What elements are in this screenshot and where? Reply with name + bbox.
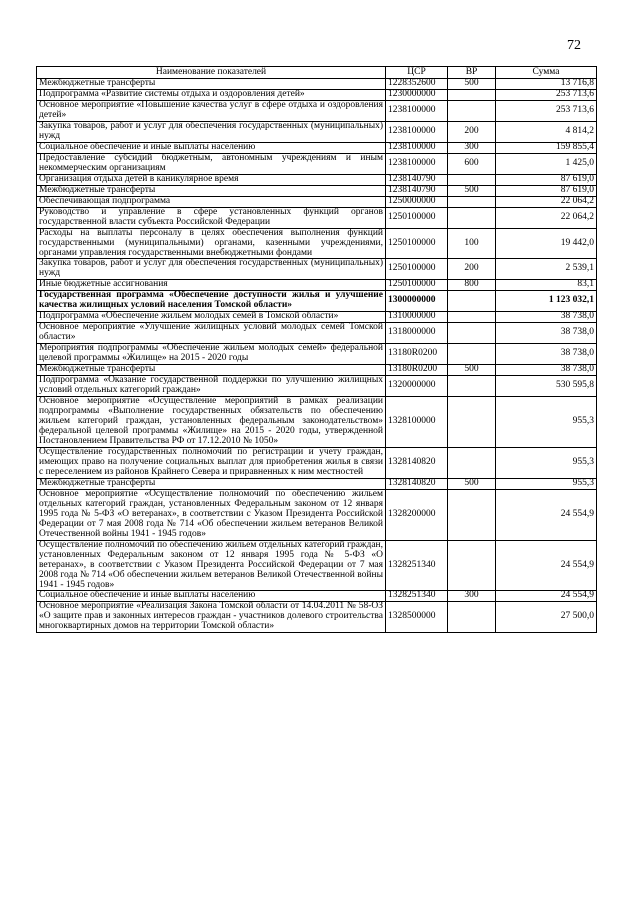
row-csr: 1250100000 (386, 228, 448, 259)
row-vr (448, 397, 496, 448)
table-row (37, 207, 597, 228)
row-vr (448, 489, 496, 540)
row-csr: 1328500000 (386, 602, 448, 633)
table-row (37, 259, 597, 280)
table-row (37, 397, 597, 448)
table-row (37, 228, 597, 259)
row-sum: 38 738,0 (496, 312, 597, 323)
row-sum: 955,3 (496, 397, 597, 448)
row-sum: 27 500,0 (496, 602, 597, 633)
row-name: Основное мероприятие «Реализация Закона Томской области от 14.04.2011 № 58-ОЗ «О защите прав и законных интересов граждан - участников долевого строительства многоквартирных домов на территории Томской области» (37, 602, 386, 633)
row-csr: 1318000000 (386, 323, 448, 344)
row-sum: 83,1 (496, 280, 597, 291)
row-vr (448, 174, 496, 185)
row-vr (448, 312, 496, 323)
row-vr (448, 100, 496, 121)
header-name: Наименование показателей (37, 67, 386, 79)
row-sum: 19 442,0 (496, 228, 597, 259)
row-name: Предоставление субсидий бюджетным, автономным учреждениям и иным некоммерческим организациям (37, 153, 386, 174)
row-name: Закупка товаров, работ и услуг для обеспечения государственных (муниципальных) нужд (37, 121, 386, 142)
row-name: Государственная программа «Обеспечение доступности жилья и улучшение качества жилищных условий населения Томской области» (37, 291, 386, 312)
row-sum: 38 738,0 (496, 344, 597, 365)
row-name: Руководство и управление в сфере установленных функций органов государственной власти субъекта Российской Федерации (37, 207, 386, 228)
row-vr (448, 602, 496, 633)
row-name: Организация отдыха детей в каникулярное время (37, 174, 386, 185)
row-name: Осуществление полномочий по обеспечению жильем отдельных категорий граждан, установленных Федеральным законом от 12 января 1995 года № 5-ФЗ «О ветеранах», в соответствии с Указом Президента Российской Федерации от 7 мая 2008 года № 714 «Об обеспечении жильем ветеранов Великой Отечественной войны 1941 - 1945 годов» (37, 540, 386, 591)
row-csr: 1328140820 (386, 447, 448, 478)
table-row (37, 100, 597, 121)
row-name: Подпрограмма «Обеспечение жильем молодых семей в Томской области» (37, 312, 386, 323)
row-name: Осуществление государственных полномочий по регистрации и учету граждан, имеющих право на получение социальных выплат для приобретения жилья в связи с переселением из районов Крайнего Севера и приравненных к ним местностей (37, 447, 386, 478)
row-vr (448, 447, 496, 478)
row-csr: 1310000000 (386, 312, 448, 323)
row-csr: 1250100000 (386, 259, 448, 280)
row-csr: 1228352600 (386, 79, 448, 90)
row-sum: 955,3 (496, 478, 597, 489)
row-name: Закупка товаров, работ и услуг для обеспечения государственных (муниципальных) нужд (37, 259, 386, 280)
row-csr: 1238140790 (386, 185, 448, 196)
row-sum: 1 425,0 (496, 153, 597, 174)
row-name: Подпрограмма «Развитие системы отдыха и оздоровления детей» (37, 89, 386, 100)
row-name: Иные бюджетные ассигнования (37, 280, 386, 291)
row-name: Межбюджетные трансферты (37, 478, 386, 489)
table-row (37, 121, 597, 142)
table-row (37, 89, 597, 100)
table-row (37, 540, 597, 591)
row-csr: 13180R0200 (386, 365, 448, 376)
row-vr: 300 (448, 591, 496, 602)
row-name: Социальное обеспечение и иные выплаты населению (37, 591, 386, 602)
row-vr (448, 323, 496, 344)
row-sum: 1 123 032,1 (496, 291, 597, 312)
row-name: Межбюджетные трансферты (37, 79, 386, 90)
row-vr (448, 376, 496, 397)
budget-table (36, 66, 597, 633)
row-csr: 1328251340 (386, 591, 448, 602)
row-vr: 500 (448, 478, 496, 489)
row-csr: 1328100000 (386, 397, 448, 448)
row-csr: 1238100000 (386, 153, 448, 174)
row-csr: 1320000000 (386, 376, 448, 397)
row-sum: 2 539,1 (496, 259, 597, 280)
row-sum: 530 595,8 (496, 376, 597, 397)
row-csr: 1328251340 (386, 540, 448, 591)
row-sum: 38 738,0 (496, 323, 597, 344)
row-vr: 100 (448, 228, 496, 259)
row-name: Основное мероприятие «Осуществление полномочий по обеспечению жильем отдельных категорий граждан, установленных Федеральным законом от 12 января 1995 года № 5-ФЗ «О ветеранах», в соответствии с Указом Президента Российской Федерации от 7 мая 2008 года № 714 «Об обеспечении жильем ветеранов Великой Отечественной войны 1941 - 1945 годов» (37, 489, 386, 540)
table-row (37, 196, 597, 207)
row-name: Мероприятия подпрограммы «Обеспечение жильем молодых семей» федеральной целевой программы «Жилище» на 2015 - 2020 годы (37, 344, 386, 365)
table-row (37, 376, 597, 397)
row-vr (448, 196, 496, 207)
row-sum: 22 064,2 (496, 207, 597, 228)
row-sum: 24 554,9 (496, 591, 597, 602)
table-header-row (37, 67, 597, 79)
row-vr: 800 (448, 280, 496, 291)
row-vr (448, 540, 496, 591)
row-csr: 1250100000 (386, 280, 448, 291)
row-vr: 200 (448, 121, 496, 142)
row-sum: 24 554,9 (496, 489, 597, 540)
row-vr: 500 (448, 365, 496, 376)
table-row (37, 153, 597, 174)
row-csr: 1300000000 (386, 291, 448, 312)
row-vr: 200 (448, 259, 496, 280)
row-name: Социальное обеспечение и иные выплаты населению (37, 142, 386, 153)
row-csr: 1238100000 (386, 100, 448, 121)
row-name: Обеспечивающая подпрограмма (37, 196, 386, 207)
table-row (37, 344, 597, 365)
row-name: Межбюджетные трансферты (37, 185, 386, 196)
row-csr: 1250100000 (386, 207, 448, 228)
row-csr: 1238100000 (386, 142, 448, 153)
row-sum: 38 738,0 (496, 365, 597, 376)
row-vr (448, 89, 496, 100)
row-name: Основное мероприятие «Улучшение жилищных условий молодых семей Томской области» (37, 323, 386, 344)
table-row (37, 478, 597, 489)
row-csr: 1238140790 (386, 174, 448, 185)
row-sum: 87 619,0 (496, 174, 597, 185)
row-vr: 600 (448, 153, 496, 174)
row-csr: 1250000000 (386, 196, 448, 207)
row-sum: 159 855,4 (496, 142, 597, 153)
row-csr: 13180R0200 (386, 344, 448, 365)
row-name: Расходы на выплаты персоналу в целях обеспечения выполнения функций государственными (муниципальными) органами, казенными учреждениями, органами управления государственными внебюджетными фондами (37, 228, 386, 259)
row-sum: 13 716,8 (496, 79, 597, 90)
table-row (37, 291, 597, 312)
header-vr: ВР (448, 67, 496, 79)
row-name: Основное мероприятие «Повышение качества услуг в сфере отдыха и оздоровления детей» (37, 100, 386, 121)
row-vr: 500 (448, 79, 496, 90)
table-row (37, 447, 597, 478)
table-row (37, 489, 597, 540)
table-row (37, 323, 597, 344)
row-csr: 1230000000 (386, 89, 448, 100)
row-vr (448, 291, 496, 312)
row-sum: 4 814,2 (496, 121, 597, 142)
table-row (37, 185, 597, 196)
row-name: Подпрограмма «Оказание государственной поддержки по улучшению жилищных условий отдельных категорий граждан» (37, 376, 386, 397)
row-vr: 300 (448, 142, 496, 153)
row-vr: 500 (448, 185, 496, 196)
row-sum: 24 554,9 (496, 540, 597, 591)
header-csr: ЦСР (386, 67, 448, 79)
row-sum: 87 619,0 (496, 185, 597, 196)
row-csr: 1238100000 (386, 121, 448, 142)
row-csr: 1328200000 (386, 489, 448, 540)
row-vr (448, 207, 496, 228)
row-name: Основное мероприятие «Осуществление мероприятий в рамках реализации подпрограммы «Выполнение государственных обязательств по обеспечению жильем категорий граждан, установленных федеральным законодательством» федеральной целевой программы «Жилище» на 2015 - 2020 годы, утвержденной Постановлением Правительства РФ от 17.12.2010 № 1050» (37, 397, 386, 448)
row-vr (448, 344, 496, 365)
table-row (37, 142, 597, 153)
table-row (37, 602, 597, 633)
row-sum: 22 064,2 (496, 196, 597, 207)
row-csr: 1328140820 (386, 478, 448, 489)
header-sum: Сумма (496, 67, 597, 79)
page-number: 72 (567, 38, 581, 53)
row-name: Межбюджетные трансферты (37, 365, 386, 376)
table-row (37, 79, 597, 90)
row-sum: 253 713,6 (496, 100, 597, 121)
table-row (37, 365, 597, 376)
row-sum: 253 713,6 (496, 89, 597, 100)
row-sum: 955,3 (496, 447, 597, 478)
table-row (37, 174, 597, 185)
